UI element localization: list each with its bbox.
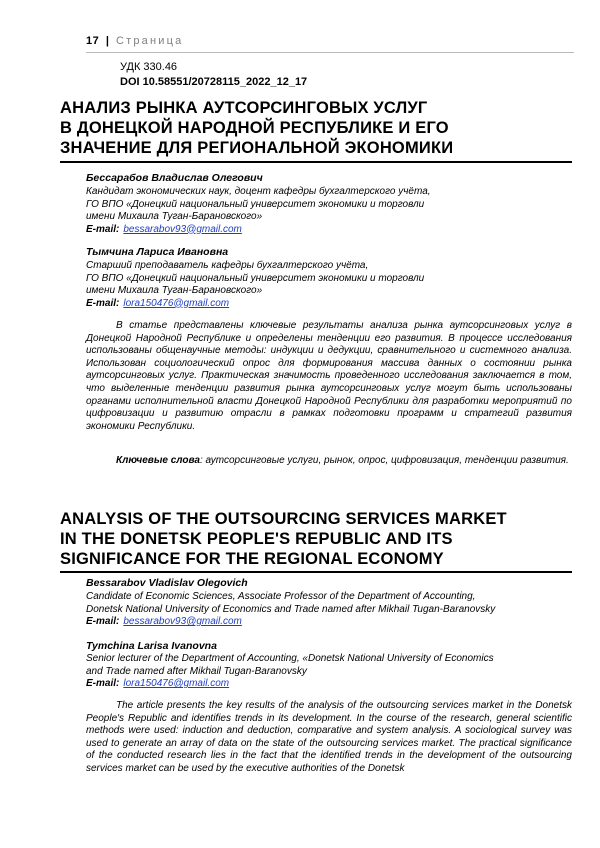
- abstract-en: The article presents the key results of the analysis of the outsourcing services market in the Donetsk People's Republic and identifies trends in its development. In the course of the research, general scientific methods were used: induction and deduction, comparative and system analysis. A sociological survey was used to generate an array of data on the state of the outsourcing services market. The practical significance of the conducted research lies in the fact that the identified trends in the development of the outsourcing services market can be used by the executive authorities of the Donetsk: [86, 700, 572, 774]
- author-ru-2-affiliation: Старший преподаватель кафедры бухгалтерского учёта,: [86, 260, 369, 271]
- title-en-line: IN THE DONETSK PEOPLE'S REPUBLIC AND ITS: [60, 530, 453, 548]
- header-divider: [86, 52, 574, 53]
- page-number: 17: [86, 35, 100, 47]
- author-en-1-affiliation: Candidate of Economic Sciences, Associate Professor of the Department of Accounting,: [86, 591, 476, 602]
- author-en-1-email: [86, 616, 242, 629]
- author-en-2-affiliation: Senior lecturer of the Department of Accounting, «Donetsk National University of Economics: [86, 653, 494, 664]
- keywords-label: Ключевые слова: [116, 455, 200, 466]
- author-ru-1-affiliation: Кандидат экономических наук, доцент кафедры бухгалтерского учёта,: [86, 186, 431, 197]
- title-en: [60, 509, 580, 569]
- author-en-1-name: Bessarabov Vladislav Olegovich: [86, 577, 248, 589]
- author-ru-1-name: Бессарабов Владислав Олегович: [86, 172, 263, 184]
- author-ru-2-name: Тымчина Лариса Ивановна: [86, 246, 229, 258]
- author-ru-2-affiliation: имени Михаила Туган-Барановского»: [86, 285, 263, 296]
- udk-code: УДК 330.46: [120, 61, 178, 73]
- email-link[interactable]: lora150476@gmail.com: [123, 297, 230, 309]
- author-ru-1-affiliation: имени Михаила Туган-Барановского»: [86, 211, 263, 222]
- author-ru-2-affiliation: ГО ВПО «Донецкий национальный университет экономики и торговли: [86, 272, 425, 284]
- email-label: E-mail:: [86, 297, 120, 309]
- author-ru-1-email: [86, 224, 242, 237]
- email-label: E-mail:: [86, 678, 120, 689]
- author-ru-1-affiliation: ГО ВПО «Донецкий национальный университет экономики и торговли: [86, 198, 425, 210]
- title-ru-rule: [60, 161, 572, 163]
- email-link[interactable]: bessarabov93@gmail.com: [123, 616, 242, 627]
- author-en-2-affiliation: and Trade named after Mikhail Tugan-Baranovsky: [86, 665, 307, 677]
- email-label: E-mail:: [86, 223, 120, 235]
- doi: DOI 10.58551/20728115_2022_12_17: [120, 76, 308, 88]
- keywords-ru: [86, 455, 572, 468]
- abstract-ru: В статье представлены ключевые результаты анализа рынка аутсорсинговых услуг в Донецкой Народной Республике и определены тенденции его развития. В процессе исследования использованы общенаучные методы: индукции и дедукции, сравнительного и системного анализа. Использован социологический опрос для формирования массива данных о состоянии рынка аутсорсинговых услуг. Практическая значимость проведенного исследования заключается в том, что выделенные тенденции развития рынка аутсорсинговых услуг могут быть использованы органами исполнительной власти Донецкой Народной Республики для разработки мероприятий по цифровизации и развитию отрасли в рамках подготовки программ и стратегий развития экономики Республики.: [86, 320, 572, 432]
- keywords-text: : аутсорсинговые услуги, рынок, опрос, цифровизация, тенденции развития.: [199, 455, 569, 466]
- title-ru-line: ЗНАЧЕНИЕ ДЛЯ РЕГИОНАЛЬНОЙ ЭКОНОМИКИ: [60, 139, 454, 157]
- running-header: [86, 35, 183, 47]
- title-en-line: ANALYSIS OF THE OUTSOURCING SERVICES MARKET: [60, 510, 507, 528]
- title-en-line: SIGNIFICANCE FOR THE REGIONAL ECONOMY: [60, 550, 444, 568]
- author-en-1-affiliation: Donetsk National University of Economics and Trade named after Mikhail Tugan-Baranovsky: [86, 603, 496, 615]
- title-ru: [60, 98, 580, 158]
- page-word: Страница: [115, 35, 184, 47]
- email-label: E-mail:: [86, 616, 120, 627]
- email-link[interactable]: lora150476@gmail.com: [123, 678, 230, 689]
- header-separator: |: [105, 35, 110, 47]
- title-ru-line: В ДОНЕЦКОЙ НАРОДНОЙ РЕСПУБЛИКЕ И ЕГО: [60, 119, 449, 137]
- title-en-rule: [60, 571, 572, 573]
- title-ru-line: АНАЛИЗ РЫНКА АУТСОРСИНГОВЫХ УСЛУГ: [60, 99, 428, 117]
- author-ru-2-email: [86, 298, 229, 311]
- email-link[interactable]: bessarabov93@gmail.com: [123, 223, 242, 235]
- author-en-2-name: Tymchina Larisa Ivanovna: [86, 640, 217, 652]
- author-en-2-email: [86, 678, 229, 691]
